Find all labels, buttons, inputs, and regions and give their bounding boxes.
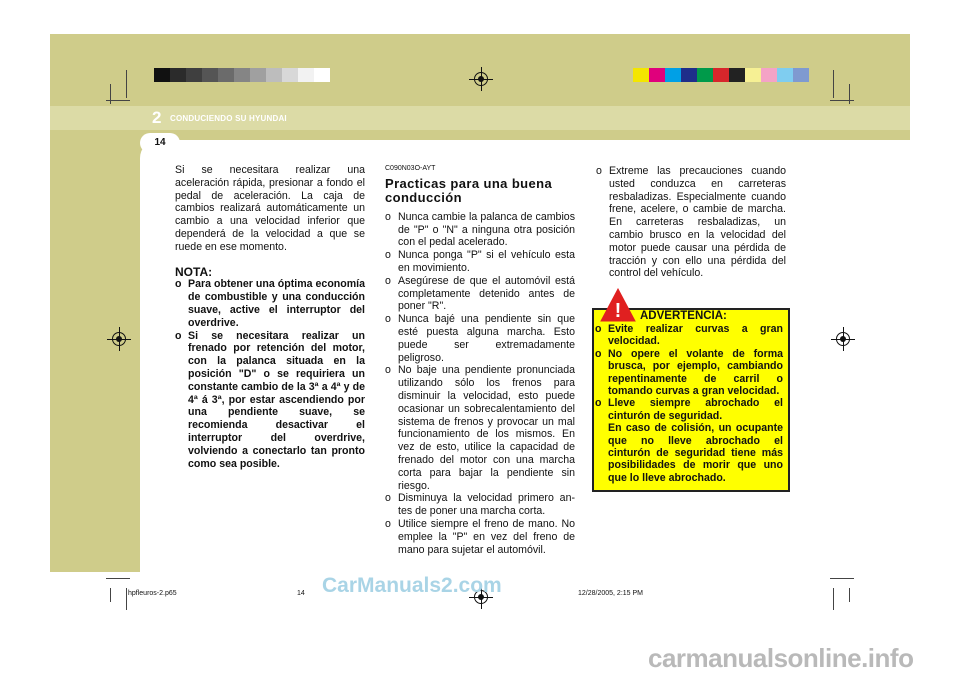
crop-mark — [126, 70, 127, 98]
color-swatch — [697, 68, 713, 82]
color-swatch — [665, 68, 681, 82]
crop-mark — [110, 84, 111, 104]
color-swatch — [186, 68, 202, 82]
registration-mark-icon — [110, 330, 128, 348]
color-swatch — [218, 68, 234, 82]
color-swatch — [282, 68, 298, 82]
list-item: o Nunca cambie la palanca de cambios de "P" o "N" a ninguna otra posición con el pedal acelerado. — [385, 210, 575, 249]
color-swatch — [170, 68, 186, 82]
crop-mark — [849, 588, 850, 602]
page-number-tab: 14 — [140, 133, 180, 153]
registration-mark-icon — [834, 330, 852, 348]
list-item: o Extreme las precauciones cuando usted conduzca en carreteras resbaladizas. Especialmente cuando frene, acelere, o cambie de marcha. En carreteras resbaladizas, un cambio brusco en la velocidad del motor puede causar una pérdida de tracción y con ello una pérdida del control del vehículo. — [596, 165, 786, 280]
color-swatch — [729, 68, 745, 82]
warning-box — [592, 300, 790, 492]
list-item: o Para obtener una óptima economía de combustible y una conducción suave, active el interruptor del overdrive. — [175, 278, 365, 329]
warning-symbol: ! — [614, 300, 622, 322]
carmanuals-logo: CarManuals2.com — [322, 574, 502, 597]
list-item: o Asegúrese de que el automóvil está completamente detenido antes de poner "R". — [385, 274, 575, 313]
color-swatch — [713, 68, 729, 82]
driving-practices-list — [385, 211, 575, 557]
crop-mark — [126, 588, 127, 610]
chapter-number: 2 — [152, 108, 162, 127]
gray-calibration-bar — [154, 68, 330, 82]
list-item: o Utilice siempre el freno de mano. No emplee la "P" en vez del freno de mano para sujetar el automóvil. — [385, 517, 575, 556]
watermark-text: carmanualsonline.info — [648, 643, 914, 673]
color-calibration-bar — [633, 68, 809, 82]
list-item: o Disminuya la velocidad primero an- tes de poner una marcha corta. — [385, 492, 575, 518]
color-swatch — [777, 68, 793, 82]
color-swatch — [649, 68, 665, 82]
list-item: o Evite realizar curvas a gran velocidad. — [595, 323, 783, 348]
intro-paragraph: Si se necesitara realizar una aceleración rápida, presionar a fondo el pedal de aceleración. La caja de cambios realizará automáticamente un cambio a una velocidad inferior que dependerá de la velocidad a que se ruede en ese momento. — [175, 164, 365, 253]
crop-mark — [833, 70, 834, 98]
color-swatch — [314, 68, 330, 82]
color-swatch — [761, 68, 777, 82]
column-3 — [596, 165, 786, 280]
color-swatch — [154, 68, 170, 82]
color-swatch — [202, 68, 218, 82]
list-item: o Nunca bajé una pendiente sin que esté puesta alguna marcha. Esto puede ser extremadamente peligroso. — [385, 313, 575, 364]
color-swatch — [298, 68, 314, 82]
list-item: o Si se necesitara realizar un frenado por retención del motor, con la palanca situada en la posición "D" o se requiriera un constante cambio de la 3ª a 4ª y de 4ª á 3ª, por estar ascendiendo por una pendiente suave, se recomienda desactivar el interruptor del overdrive, volviendo a conectarlo tan pronto como sea posible. — [175, 329, 365, 470]
footer-filename: hpfleuros-2.p65 — [128, 590, 177, 597]
warning-title: ADVERTENCIA: — [640, 310, 727, 322]
crop-mark — [849, 84, 850, 104]
footer-date: 12/28/2005, 2:15 PM — [578, 590, 643, 597]
list-item: o No opere el volante de forma brusca, por ejemplo, cambiando repentinamente de carril o tomando curvas a gran velocidad. — [595, 347, 783, 398]
color-swatch — [745, 68, 761, 82]
section-code: C090N03O-AYT — [385, 165, 436, 172]
slippery-road-list — [596, 165, 786, 280]
color-swatch — [266, 68, 282, 82]
note-list — [175, 278, 365, 470]
footer-page: 14 — [297, 590, 305, 597]
note-heading: NOTA: — [175, 264, 213, 279]
list-item: o Nunca ponga "P" si el vehículo esta en movimiento. — [385, 249, 575, 274]
warning-extra: En caso de colisión, un ocupante que no lleve abrochado el cinturón de seguridad tiene más posibilidades de morir que uno que lo lleve abrochado. — [608, 422, 783, 484]
registration-mark-icon — [472, 70, 490, 88]
warning-triangle-icon — [600, 288, 636, 322]
color-swatch — [633, 68, 649, 82]
crop-mark — [106, 578, 130, 579]
column-1 — [175, 164, 365, 470]
color-swatch — [250, 68, 266, 82]
crop-mark — [833, 588, 834, 610]
list-item: o No baje una pendiente pronunciada utilizando sólo los frenos para disminuir la velocidad, esto puede ocasionar un sobrecalentamiento del sistema de frenos y provocar un mal funcionamiento de los mismos. En vez de esto, utilice la capacidad de frenado del motor con una marcha corta para bajar la pendiente sin riesgo. — [385, 364, 575, 492]
list-item: o Lleve siempre abrochado el cinturón de seguridad. En caso de colisión, un ocupante que no lleve abrochado el cinturón de seguridad tiene más posibilidades de morir que uno que lo lleve abrochado. — [595, 397, 783, 484]
column-2 — [385, 163, 575, 556]
color-swatch — [681, 68, 697, 82]
warning-list — [595, 323, 783, 484]
crop-mark — [830, 578, 854, 579]
chapter-title: CONDUCIENDO SU HYUNDAI — [170, 114, 287, 123]
color-swatch — [793, 68, 809, 82]
crop-mark — [106, 100, 130, 101]
crop-mark — [830, 100, 854, 101]
section-title: Practicas para una buena conducción — [385, 175, 553, 205]
crop-mark — [110, 588, 111, 602]
color-swatch — [234, 68, 250, 82]
